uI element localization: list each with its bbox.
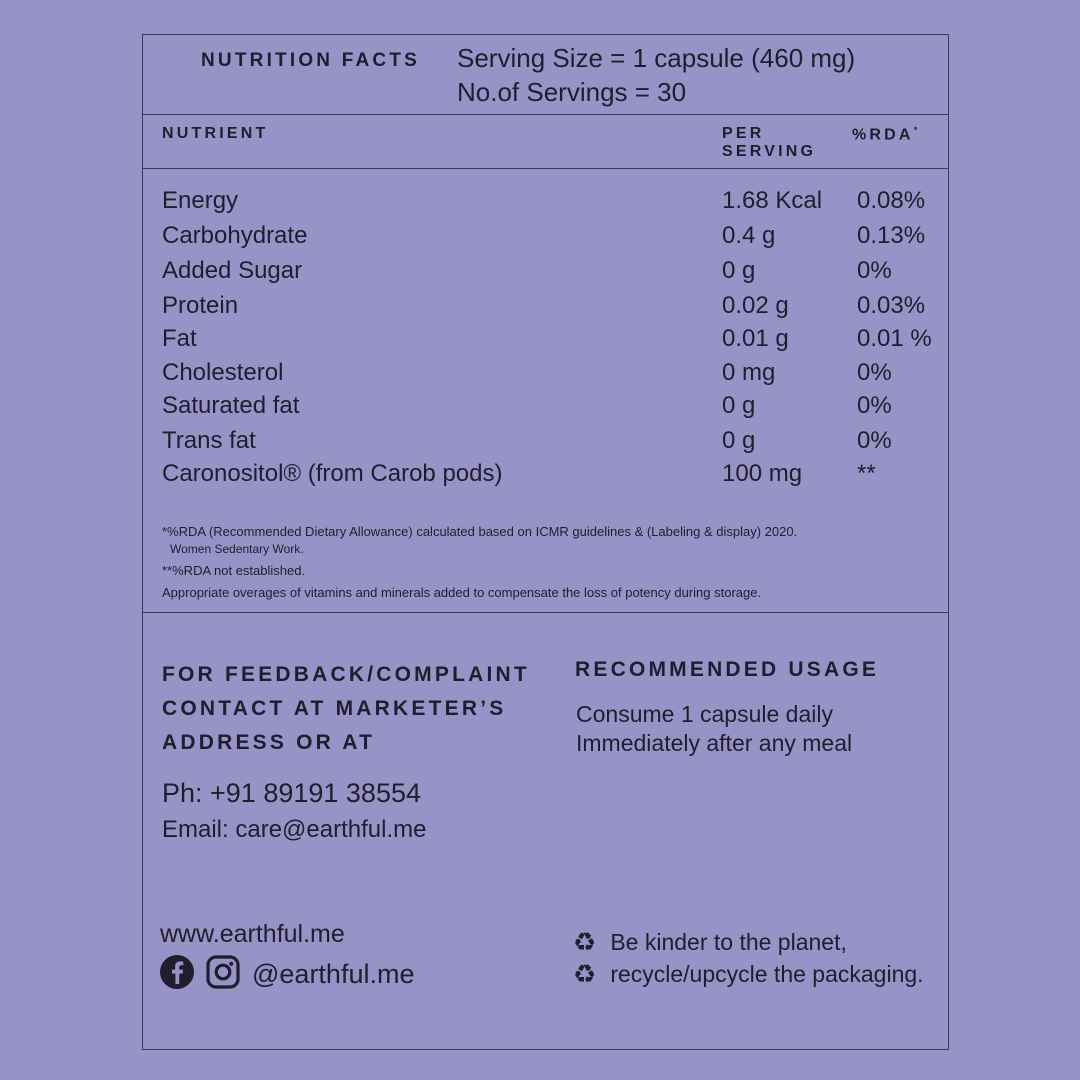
nutrition-panel [142,34,949,1050]
footnote-rda-cont: Women Sedentary Work. [170,542,304,556]
recycle-icon: ♻ [573,959,597,989]
nutrient-per-serving: 0.01 g [722,325,789,352]
divider [143,612,948,613]
contact-heading-line: FOR FEEDBACK/COMPLAINT [162,663,530,686]
recycle-icon: ♻ [573,927,597,957]
phone-number[interactable]: Ph: +91 89191 38554 [162,778,421,808]
nutrition-facts-title: NUTRITION FACTS [201,50,420,71]
usage-line-2: Immediately after any meal [576,730,853,756]
nutrient-rda: 0% [857,392,892,419]
nutrient-per-serving: 0.02 g [722,292,789,319]
footnote-overages: Appropriate overages of vitamins and minerals added to compensate the loss of potency during storage. [162,585,762,600]
recycle-line-2 [573,959,924,990]
nutrient-rda: 0% [857,359,892,386]
serving-size: Serving Size = 1 capsule (460 mg) [457,43,856,73]
col-rda [852,125,920,144]
col-serving: SERVING [722,143,817,160]
nutrient-per-serving: 0 mg [722,359,776,386]
nutrient-name: Cholesterol [162,359,284,386]
col-nutrient: NUTRIENT [162,125,269,142]
email-address[interactable]: Email: care@earthful.me [162,816,427,843]
contact-heading-line: ADDRESS OR AT [162,731,376,754]
nutrient-rda: 0.01 % [857,325,932,352]
footnote-not-established: **%RDA not established. [162,563,306,578]
contact-heading [162,658,530,760]
col-rda-mark: * [913,125,921,135]
footnote-rda: *%RDA (Recommended Dietary Allowance) calculated based on ICMR guidelines & (Labeling & display) 2020. [162,524,798,539]
divider [143,168,948,169]
nutrient-name: Added Sugar [162,257,303,284]
nutrient-per-serving: 0 g [722,257,756,284]
nutrient-name: Saturated fat [162,392,300,419]
nutrient-per-serving: 0 g [722,427,756,454]
nutrient-per-serving: 100 mg [722,460,803,487]
nutrient-name: Caronositol® (from Carob pods) [162,460,503,487]
facebook-icon[interactable] [160,955,194,994]
nutrient-rda: 0% [857,257,892,284]
nutrient-rda: 0% [857,427,892,454]
nutrient-name: Fat [162,325,197,352]
contact-heading-line: CONTACT AT MARKETER’S [162,697,507,720]
divider [143,114,948,115]
instagram-icon[interactable] [206,955,240,994]
usage-line-1: Consume 1 capsule daily [576,701,833,727]
social-row [160,955,414,994]
usage-heading: RECOMMENDED USAGE [575,658,880,681]
nutrient-rda: 0.03% [857,292,926,319]
nutrient-rda: 0.08% [857,187,926,214]
recycle-line-1 [573,927,847,958]
recycle-text: Be kinder to the planet, [610,929,847,955]
social-handle[interactable]: @earthful.me [252,959,415,989]
nutrient-rda: 0.13% [857,222,926,249]
servings-count: No.of Servings = 30 [457,77,687,107]
col-rda-label: %RDA [852,126,914,144]
col-per: PER [722,125,765,142]
recycle-text: recycle/upcycle the packaging. [610,961,924,987]
nutrient-per-serving: 0 g [722,392,756,419]
nutrient-name: Carbohydrate [162,222,308,249]
nutrient-per-serving: 0.4 g [722,222,776,249]
website-link[interactable]: www.earthful.me [160,920,345,948]
nutrient-per-serving: 1.68 Kcal [722,187,823,214]
nutrient-name: Energy [162,187,239,214]
nutrient-name: Protein [162,292,239,319]
nutrient-rda: ** [857,460,876,487]
nutrient-name: Trans fat [162,427,256,454]
